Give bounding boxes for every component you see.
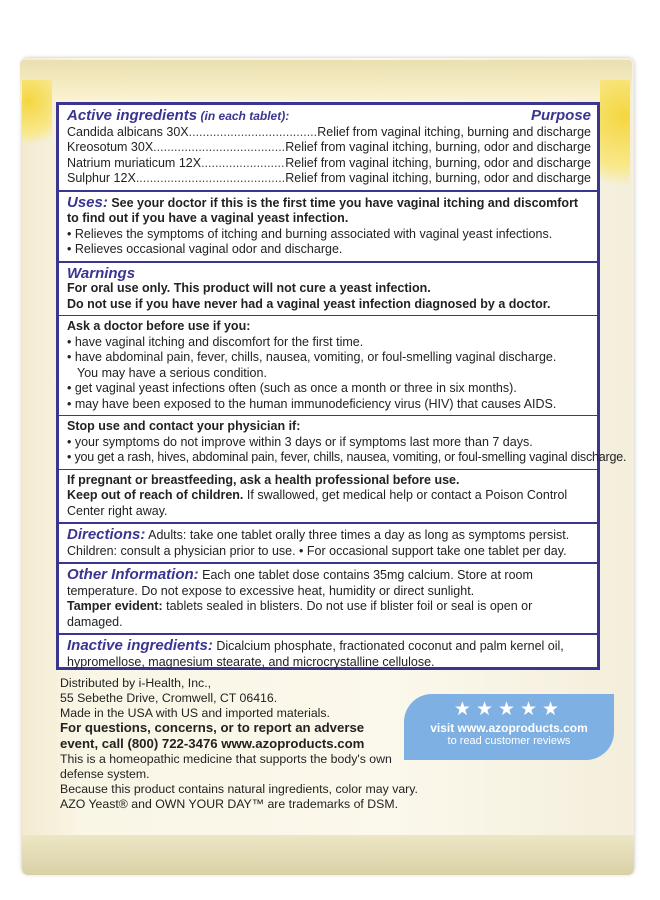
ask-doctor-title: Ask a doctor before use if you: xyxy=(67,319,251,333)
warnings-title: Warnings xyxy=(67,264,136,282)
other-info-title: Other Information: xyxy=(67,566,199,583)
yellow-accent-left xyxy=(22,80,52,150)
list-item: • you get a rash, hives, abdominal pain, fever, chills, nausea, vomiting, or foul-smelling vaginal discharge. xyxy=(67,450,627,464)
inactive-title: Inactive ingredients: xyxy=(67,637,213,654)
reviews-url: visit www.azoproducts.com xyxy=(430,721,588,735)
directions-section xyxy=(59,524,597,564)
stop-use-title: Stop use and contact your physician if: xyxy=(67,419,301,433)
list-item: You may have a serious condition. xyxy=(77,365,267,380)
active-ingredients-title: Active ingredients xyxy=(67,107,198,124)
list-item: • have abdominal pain, fever, chills, nausea, vomiting, or foul-smelling vaginal discharge. xyxy=(67,350,557,364)
inactive-ingredients-section xyxy=(59,635,597,673)
homeopathic-line: This is a homeopathic medicine that supports the body's own defense system. xyxy=(60,752,392,782)
list-item: • have vaginal itching and discomfort for the first time. xyxy=(67,334,364,349)
list-item: • your symptoms do not improve within 3 days or if symptoms last more than 7 days. xyxy=(67,434,533,449)
package-top-flap xyxy=(20,60,632,100)
pregnancy-text: If pregnant or breastfeeding, ask a health professional before use. xyxy=(67,472,460,487)
other-info-section xyxy=(59,564,597,635)
directions-children: Children: consult a physician prior to use. • For occasional support take one tablet per day. xyxy=(67,543,567,558)
ingredient-row: Sulphur 12X ..... Relief from vaginal itching, burning, odor and discharge xyxy=(67,171,591,187)
tamper-label: Tamper evident: xyxy=(67,599,163,613)
stop-use-section xyxy=(59,416,627,470)
made-in-line: Made in the USA with US and imported materials. xyxy=(60,705,330,720)
oral-use-text: This product will not cure a yeast infection. xyxy=(170,281,431,295)
keep-out-text: If swallowed, get medical help or contact a Poison Control Center right away. xyxy=(67,488,568,518)
yellow-accent-right xyxy=(600,80,630,200)
directions-adults: Adults: take one tablet orally three times a day as long as symptoms persist. xyxy=(145,528,570,542)
list-item: • Relieves the symptoms of itching and burning associated with vaginal yeast infections. xyxy=(67,226,553,241)
tamper-text: tablets sealed in blisters. Do not use if blister foil or seal is open or damaged. xyxy=(67,599,533,629)
oral-use-label: For oral use only. xyxy=(67,281,171,295)
other-info-text: Each one tablet dose contains 35mg calcium. Store at room temperature. Do not expose to excessive heat, humidity or direct sunlight. xyxy=(67,568,533,598)
reviews-caption: to read customer reviews xyxy=(447,735,571,747)
active-ingredients-section xyxy=(59,105,597,192)
warnings-section xyxy=(59,263,597,317)
reviews-badge xyxy=(404,694,614,760)
list-item: • may have been exposed to the human immunodeficiency virus (HIV) that causes AIDS. xyxy=(67,396,557,411)
list-item: • get vaginal yeast infections often (such as once a month or three in six months). xyxy=(67,381,517,395)
distributor-line: Distributed by i-Health, Inc., xyxy=(60,676,212,690)
ingredient-row: Kreosotum 30X ..... Relief from vaginal itching, burning, odor and discharge xyxy=(67,140,591,156)
inactive-text: Dicalcium phosphate, fractionated coconut and palm kernel oil, hypromellose, magnesium stearate, and microcrystalline cellulose. xyxy=(67,639,564,669)
pregnancy-section xyxy=(59,470,597,525)
do-not-use-text: Do not use if you have never had a vaginal yeast infection diagnosed by a doctor. xyxy=(67,296,551,311)
active-ingredients-subtitle: (in each tablet): xyxy=(200,109,290,123)
keep-out-label: Keep out of reach of children. xyxy=(67,488,244,502)
distributor-info xyxy=(60,676,418,812)
uses-title: Uses: xyxy=(67,193,108,211)
drug-facts-panel xyxy=(56,102,627,670)
list-item: • Relieves occasional vaginal odor and discharge. xyxy=(67,242,343,256)
questions-line: For questions, concerns, or to report an adverse event, call (800) 722-3476 www.azoproducts.com xyxy=(60,720,365,752)
ask-doctor-section xyxy=(59,316,597,416)
directions-title: Directions: xyxy=(67,526,146,543)
uses-section xyxy=(59,192,597,263)
purpose-header: Purpose xyxy=(530,107,591,124)
trademark-line: AZO Yeast® and OWN YOUR DAY™ are trademarks of DSM. xyxy=(60,796,398,811)
uses-intro: See your doctor if this is the first time you have vaginal itching and discomfort to find out if you have a vaginal yeast infection. xyxy=(67,195,579,225)
ingredient-row: Natrium muriaticum 12X ..... Relief from vaginal itching, burning, odor and discharge xyxy=(67,156,591,172)
package-bottom-edge xyxy=(22,835,634,875)
address-line: 55 Sebethe Drive, Cromwell, CT 06416. xyxy=(60,690,278,705)
natural-line: Because this product contains natural ingredients, color may vary. xyxy=(60,781,418,796)
ingredient-row: Candida albicans 30X ..... Relief from vaginal itching, burning and discharge xyxy=(67,125,591,141)
star-icons: ★★★★★ xyxy=(453,699,565,720)
